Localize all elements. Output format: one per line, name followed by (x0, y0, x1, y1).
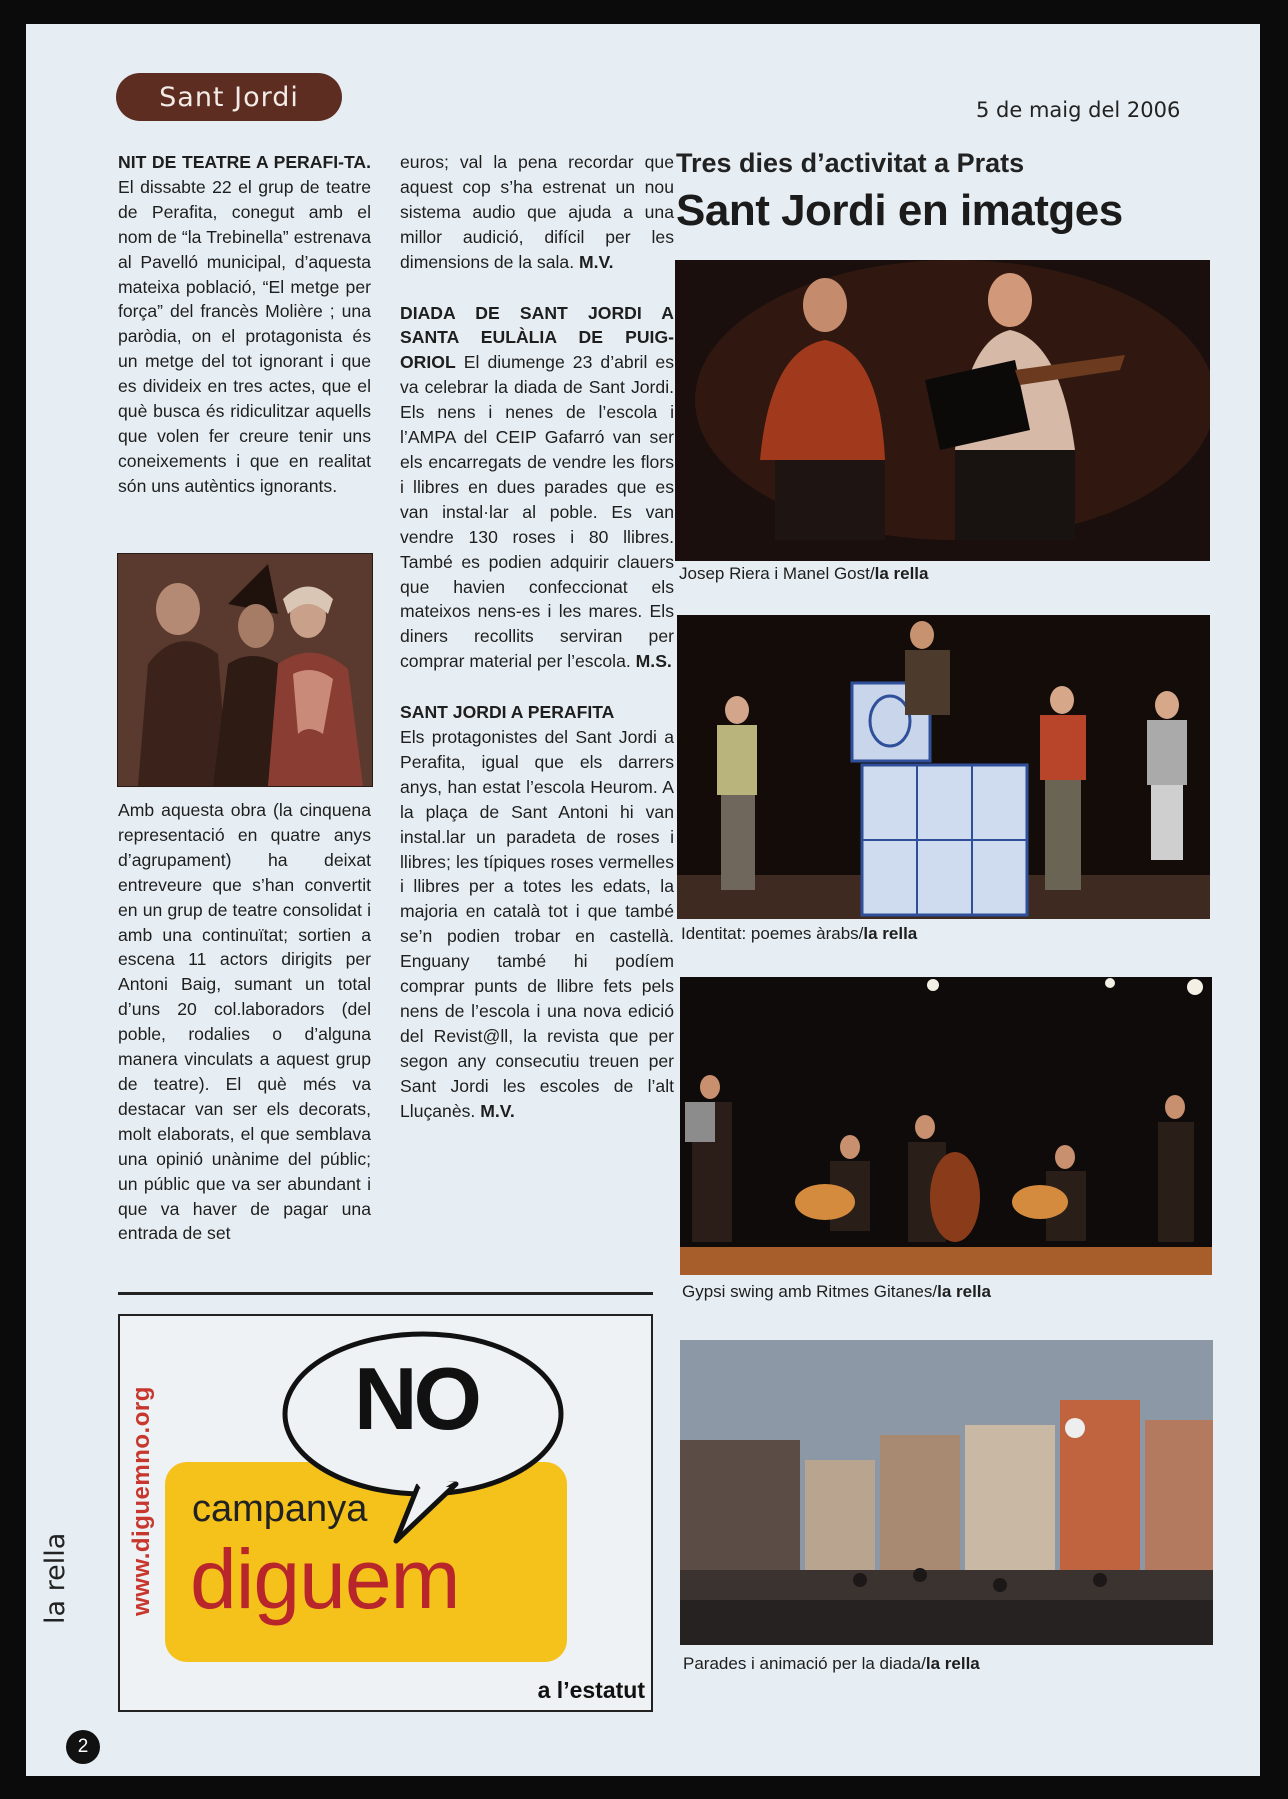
photo-town-square-stalls (680, 1340, 1213, 1645)
author-signature: M.V. (578, 251, 614, 272)
ad-estatut-text: a l’estatut (537, 1677, 645, 1703)
feature-title: Sant Jordi en imatges (676, 186, 1123, 235)
ad-url: www.diguemno.org (128, 1386, 155, 1616)
feature-kicker: Tres dies d’activitat a Prats (676, 148, 1025, 178)
article-body: El diumenge 23 d’abril es va celebrar la diada de Sant Jordi. Els nens i nenes de l’escola i l’AMPA del CEIP Gafarró van ser els encarregats de vendre les flors i llibres en dues parades que es van instal·lar al poble. Es van vendre 130 roses i 80 llibres. També es podien adquirir clauers que havien confeccionat els mateixos nens-es i les mares. Els diners recollits serviran per comprar material per l’escola. (400, 352, 675, 672)
article-kicker: DIADA DE SANT JORDI A SANTA EULÀLIA DE PUIG-ORIOL (400, 302, 674, 373)
photo-poetry-performance (677, 615, 1210, 919)
newspaper-page (26, 24, 1260, 1776)
ad-divider-rule (118, 1292, 653, 1295)
photo-musicians-duo (675, 260, 1210, 561)
photo-credit: la rella (925, 1654, 980, 1673)
article-body: El dissabte 22 el grup de teatre de Perafita, conegut amb el nom de “la Trebinella” estrenava al Pavelló municipal, d’aquesta mateixa població, “El metge per força” del francès Molière ; una paròdia, on el protagonista és un metge del tot ignorant i que es divideix en tres actes, que el què busca és ridiculitzar aquells que volen fer creure tenir uns coneixements i que en realitat són uns autèntics ignorants. (118, 176, 371, 496)
diguem-no-advertisement (118, 1314, 653, 1712)
ad-no-text: NO (354, 1349, 478, 1448)
photo-gypsy-swing-band (680, 977, 1212, 1275)
issue-date: 5 de maig del 2006 (976, 98, 1181, 122)
page-number: 2 (66, 1730, 100, 1764)
ad-campanya-text: campanya (192, 1488, 368, 1530)
article-kicker: NIT DE TEATRE A PERAFI-TA. (118, 152, 371, 172)
article-body: Amb aquesta obra (la cinquena representació en quatre anys d’agrupament) ha deixat entreveure que s’han convertit en un grup de teatre consolidat i amb una continuïtat; sortien a escena 11 actors dirigits per Antoni Baig, sumant un total d’uns 20 col.laboradors (del poble, rodalies o d’alguna manera vinculats a aquest grup de teatre). El què més va destacar van ser els decorats, molt elaborats, el que semblava una opinió unànime del públic; un públic que va ser abundant i que va haver de pagar una entrada de set (118, 800, 371, 1244)
author-signature: M.S. (635, 651, 672, 672)
article-teatre-continued (118, 798, 371, 1246)
author-signature: M.V. (480, 1100, 515, 1121)
moliere-engraving-image (117, 553, 373, 787)
photo-caption: Identitat: poemes àrabs/la rella (681, 924, 918, 943)
photo-credit: la rella (937, 1282, 991, 1301)
article-teatre-intro (118, 150, 371, 499)
photo-caption: Josep Riera i Manel Gost/la rella (679, 564, 929, 583)
photo-credit: la rella (863, 924, 918, 943)
column-two (400, 150, 674, 1124)
photo-caption: Gypsi swing amb Ritmes Gitanes/la rella (682, 1282, 991, 1301)
section-label: Sant Jordi (116, 73, 342, 121)
article-body: Els protagonistes del Sant Jordi a Perafita, igual que els darrers anys, han estat l’escola Heurom. A la plaça de Sant Antoni hi van instal.lar un paradeta de roses i llibres; les típiques roses vermelles i llibres per a totes les edats, la majoria en català tot i que també se’n podien trobar en castellà. Enguany també hi podíem comprar punts de llibre fets pels nens de l’escola i una nova edició del Revist@ll, la revista que per segon any consecutiu treuen per Sant Jordi les escoles de l’alt Lluçanès. (400, 727, 674, 1121)
article-kicker: SANT JORDI A PERAFITA (400, 702, 615, 723)
ad-diguem-text: diguem (190, 1532, 460, 1626)
article-body: euros; val la pena recordar que aquest cop s’ha estrenat un nou sistema audio que ajuda a una millor audició, difícil per les dimensions de la sala. (400, 152, 674, 272)
photo-credit: la rella (874, 564, 929, 583)
photo-caption: Parades i animació per la diada/la rella (683, 1654, 980, 1673)
magazine-name: la rella (40, 1532, 71, 1624)
